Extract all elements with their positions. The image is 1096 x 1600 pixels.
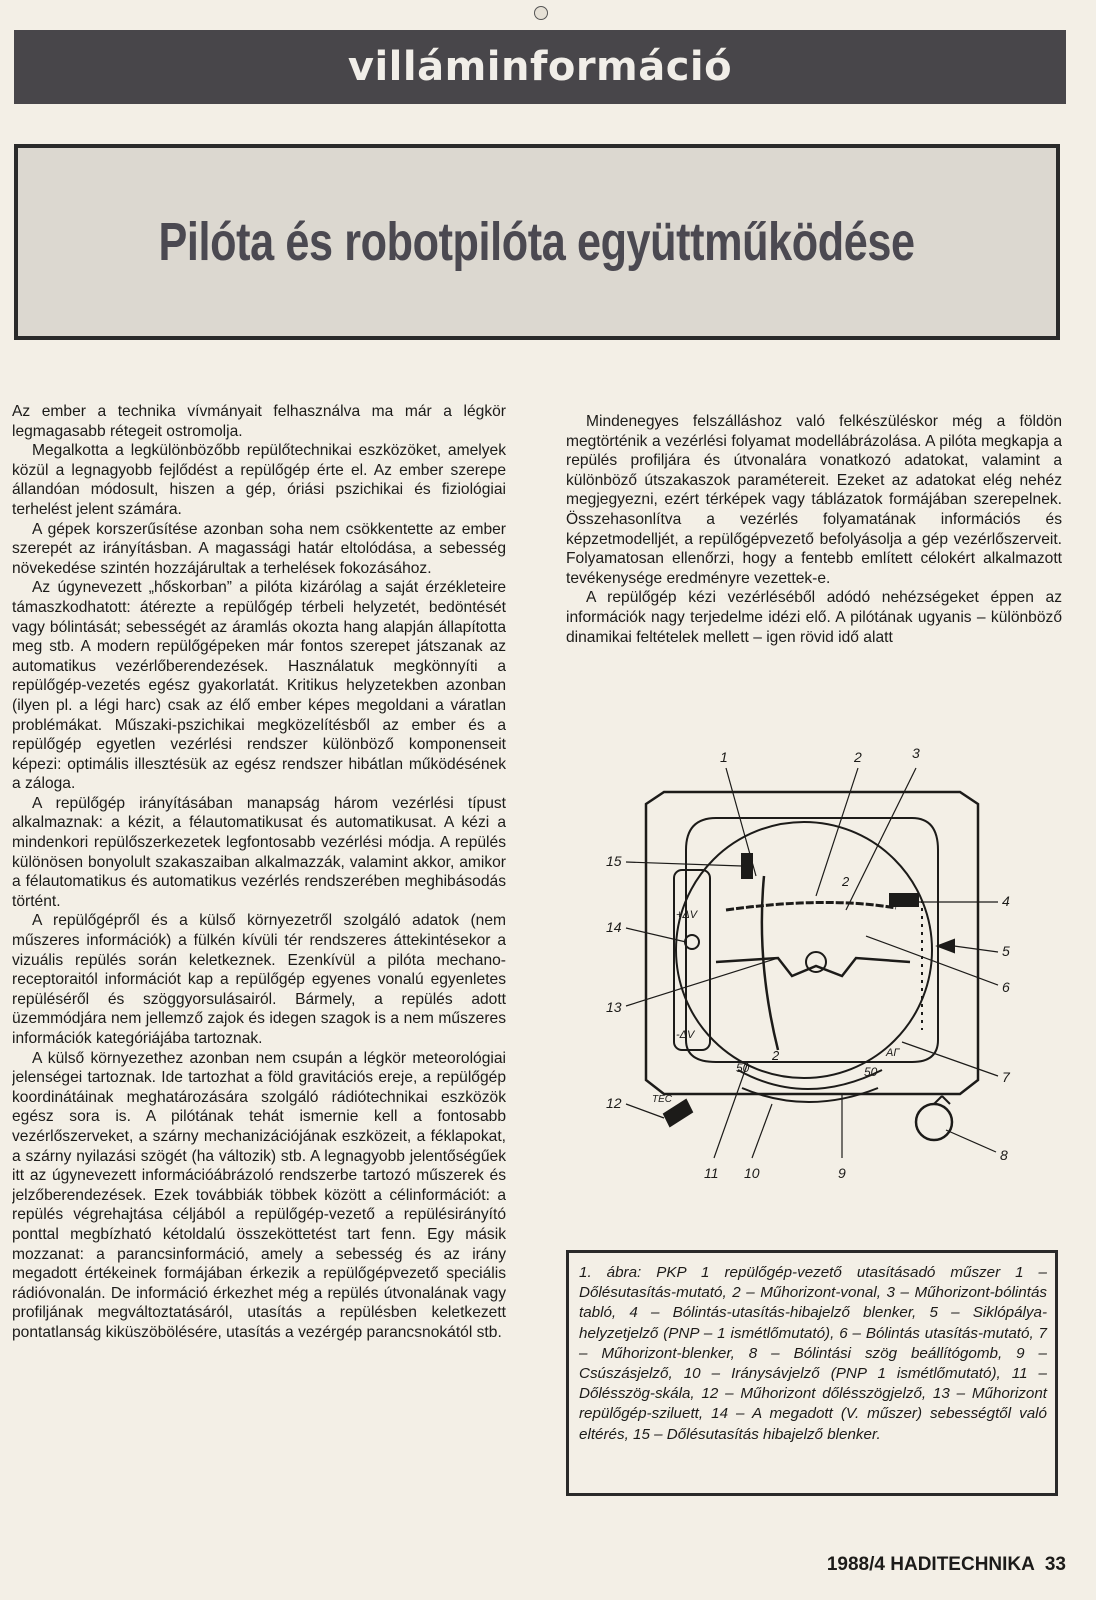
callout-4: 4 — [1002, 893, 1010, 909]
minus-delta-v-label: -ΔV — [676, 1029, 695, 1041]
punch-hole-mark — [534, 6, 548, 20]
paragraph: A repülőgépről és a külső környezetről szolgáló adatok (nem műszeres információk) a fülkén kívüli tér rendszeres áttekintésekor a vizuális repülés során keletkeznek. Ezenkívül a pilóta mechano-receptoraitól információt kap a repülőgép egyenes vonalú egyenletes repüléséről és szöggyorsulásairól. Bármely, a repülés adott üzemmódjára nem jellemző zajok és idegen szagok is a nem műszeres információk kategóriájába tartoznak. — [12, 912, 506, 1047]
lower-2-label: 2 — [772, 1048, 780, 1063]
scale-50-right: 50 — [864, 1065, 878, 1079]
instrument-casing — [646, 792, 978, 1094]
issue-label: 1988/4 HADITECHNIKA — [826, 1554, 1035, 1575]
callout-2: 2 — [854, 749, 862, 765]
callout-12: 12 — [606, 1095, 622, 1111]
callout-1: 1 — [720, 749, 728, 765]
section-banner — [14, 30, 1066, 104]
article-title: Pilóta és robotpilóta együttműködése — [158, 212, 916, 272]
paragraph: Megalkotta a legkülönbözőbb repülőtechnikai eszközöket, amelyek közül a legnagyobb fejlődést a repülőgép érte el. Az ember szerepe állandóan módosult, hiszen a gép, óriási pszichikai és fiziológiai terhelést jelent számára. — [12, 442, 506, 518]
plus-delta-v-label: +ΔV — [676, 909, 698, 921]
paragraph: Az úgynevezett „hőskorban” a pilóta kizárólag a saját érzékleteire támaszkodhatott: átérezte a repülőgép térbeli helyzetét, bedöntését vagy bólintását; sebességét az áramlás okozta hang alapján állapította meg stb. A modern repülőgépeken már fontos szerepet játszanak az automatikus vezérlőberendezések. Használatuk megkönnyíti a repülőgép-vezetés egész gyakorlatát. Kritikus helyzetekben azonban (ilyen pl. a légi harc) csak az élő ember képes megoldani a váratlan problémákat. Műszaki-pszichikai megközelítésből az ember és a repülőgép egyetlen vezérlési rendszer különböző komponenseit képezi: optimális illesztésük az egész rendszer hibátlan működésének a záloga. — [12, 579, 506, 793]
callout-11: 11 — [704, 1165, 719, 1181]
figure-caption-box — [566, 1250, 1058, 1496]
pitch-knob — [916, 1104, 952, 1140]
aircraft-silhouette — [716, 958, 910, 976]
bank-angle-scale — [738, 1070, 882, 1089]
horizon-line — [726, 902, 896, 910]
callout-10: 10 — [744, 1165, 760, 1181]
callout-8: 8 — [1000, 1147, 1008, 1163]
speed-deviation-indicator — [685, 935, 699, 949]
callout-9: 9 — [838, 1165, 846, 1181]
bank-command-pointer — [762, 876, 778, 1050]
right-column — [566, 412, 1062, 698]
paragraph: A repülőgép kézi vezérléséből adódó nehézségeket éppen az információk nagy terjedelme idézi elő. A pilótának ugyanis – különböző dinamikai feltételek mellett – igen rövid idő alatt — [566, 589, 1062, 646]
instrument-bezel — [686, 818, 938, 1062]
attitude-dial — [676, 822, 932, 1078]
callout-3: 3 — [912, 745, 920, 761]
callout-7: 7 — [1002, 1069, 1010, 1085]
left-column — [12, 402, 506, 1512]
speed-scale-bar — [674, 870, 710, 1050]
ag-label: AГ — [886, 1047, 900, 1059]
paragraph: A repülőgép irányításában manapság három vezérlési típust alkalmaznak: a kézit, a félautomatikusat és automatikusat. A kézi a mindenkori repülőszerkezetek legfontosabb vezérlési módja. A repülés különösen bonyolult szakaszaiban alkalmazzák, valamint akkor, amikor a félautomatikus és automatikus vezérlés rendszerében meghibásodás történt. — [12, 794, 506, 910]
paragraph: A külső környezethez azonban nem csupán a légkör meteorológiai jelenségei tartoznak. Ide tartozhat a föld gravitációs ereje, a repülőgép koordinátáinak meghatározására szolgáló rádiótechnikai eszközök egész sora is. A pilótának tehát ismernie kell a fontosabb vezérlőszerveket, a szárny mechanizációjának eszközeit, a féklapokat, a szárny nyilazási szögét (ha változik) stb. A legnagyobb jelentőségűek itt az úgynevezett információábrázoló rendszerbe tartozó műszerek és jelzőberendezések. Ezek továbbiák többek között a célinformációt: a repülés végrehajtása céljából a repülőgép-vezető a repülésirányító ponttal megbízható kétoldalú összeköttetést tart fenn. Egy másik mozzanat: a parancsinformáció, amely a sebesség és az irány megadott értékeinek formájában érkezik a repülőgépvezető speciális rádióvonalán. De információ érkezhet még a repülés útvonalának vagy profiljának megváltoztatásáról, utasítás a repülésben keletkezett pontatlanság kiküszöbölésére, utasítás a vezérgép parancsnokától stb. — [12, 1049, 506, 1341]
callout-13: 13 — [606, 999, 622, 1015]
callout-14: 14 — [606, 919, 622, 935]
callout-6: 6 — [1002, 979, 1010, 995]
pkp-instrument-diagram — [566, 700, 1066, 1200]
page-number: 33 — [1044, 1554, 1066, 1575]
paragraph: Mindenegyes felszálláshoz való felkészüléskor még a földön megtörténik a vezérlési folyamat modellábrázolása. A pilóta megkapja a repülés profiljára és útvonalára vonatkozó adatokat, valamint a különböző útszakaszok paramétereit. Ezeket az adatokat elég nehéz megjegyezni, ezért térképek vagy táblázatok formájában szerepelnek. Összehasonlítva a vezérlés folyamatának információs és képzetmodelljét, a repülőgépvezető befolyásolja a gép vezérlőszerveit. Folyamatosan ellenőrzi, hogy a fentebb említett célokért alkalmazott tevékenysége eredményre vezettek-e. — [566, 413, 1062, 587]
callout-15: 15 — [606, 853, 622, 869]
figure-caption: 1. ábra: PKP 1 repülőgép-vezető utasításadó műszer 1 – Dőlésutasítás-mutató, 2 – Műhorizont-vonal, 3 – Műhorizont-bólintás tabló, 4 – Bólintás-utasítás-hibajelző blenker, 5 – Siklópálya-helyzetjelző (PNP – 1 ismétlőmutató), 6 – Bólintás utasítás-mutató, 7 – Műhorizont-blenker, 8 – Bólintási szög beállítógomb, 9 – Csúszásjelző, 10 – Iránysávjelző (PNP 1 ismétlőmutató), 11 – Dőlésszög-skála, 12 – Műhorizont dőlésszögjelző, 13 – Műhorizont repülőgép-sziluett, 14 – A megadott (V. műszer) sebességtől való eltérés, 15 – Dőlésutasítás hibajelző blenker. — [579, 1264, 1047, 1443]
section-title: villáminformáció — [347, 44, 733, 90]
glide-slope-marker — [938, 940, 954, 952]
paragraph: Az ember a technika vívmányait felhasználva ma már a légkör legmagasabb rétegeit ostromolja. — [12, 403, 506, 440]
page-footer — [770, 1554, 1066, 1576]
callout-5: 5 — [1002, 943, 1010, 959]
horizon-2-label: 2 — [842, 874, 850, 889]
tec-label: TEC — [652, 1094, 672, 1105]
aircraft-center — [806, 952, 826, 972]
scale-50-left: 50 — [736, 1061, 750, 1075]
article-title-box — [14, 144, 1060, 340]
paragraph: A gépek korszerűsítése azonban soha nem csökkentette az ember szerepét az irányításban. A magassági határ eltolódása, a sebesség növekedése szintén hozzájárultak a terhelések fokozásához. — [12, 520, 506, 577]
pitch-flag — [890, 894, 918, 906]
